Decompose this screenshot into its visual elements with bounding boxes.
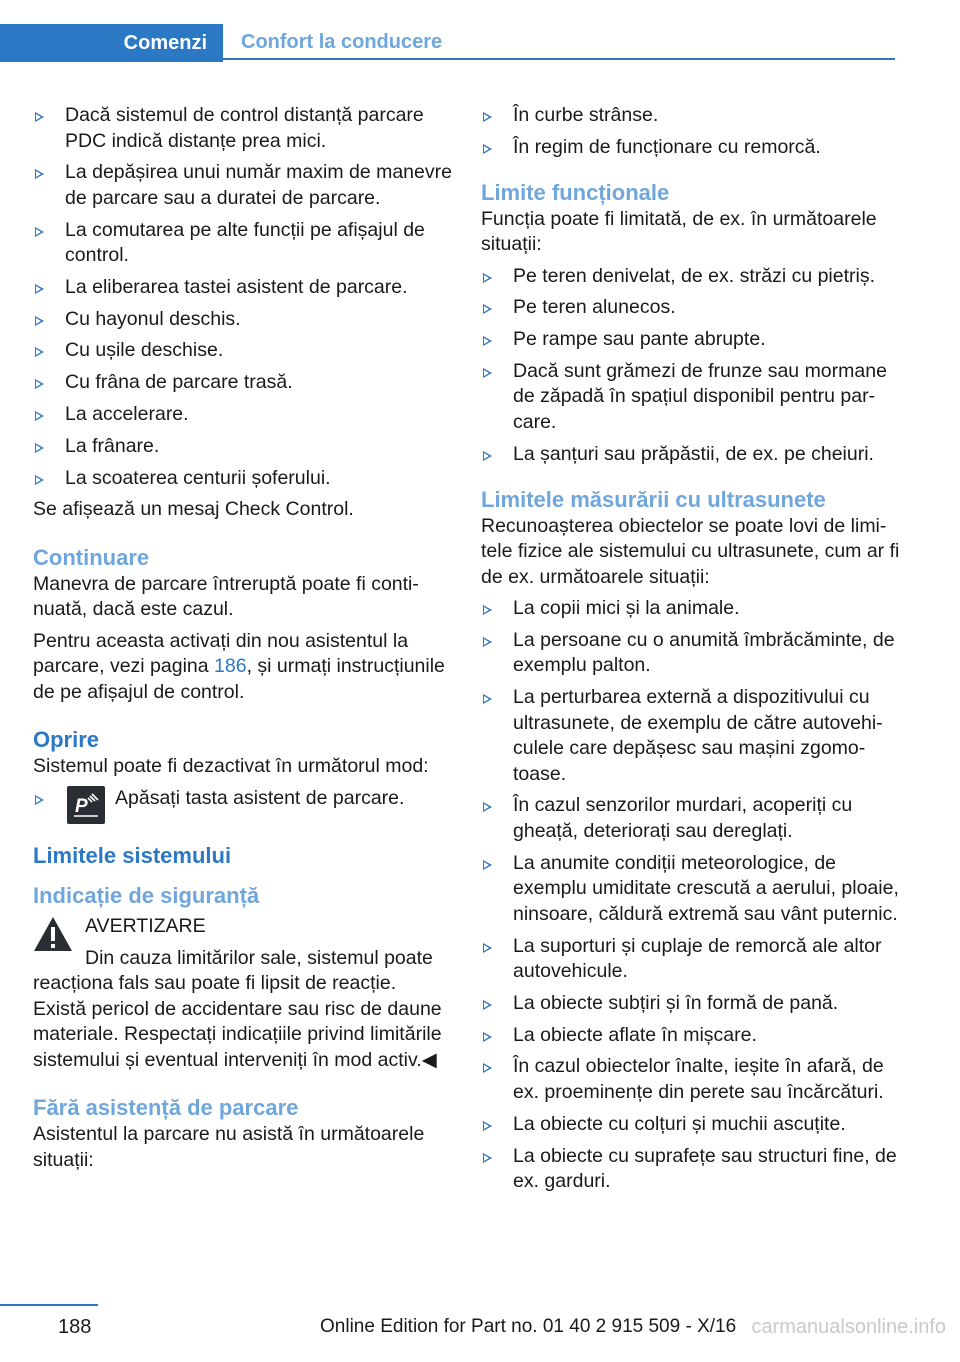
list-item-text: Cu hayonul deschis.	[65, 307, 241, 330]
ultrasunete-list	[481, 596, 901, 1194]
heading-oprire: Oprire	[33, 727, 100, 753]
list-item	[481, 135, 901, 161]
oprire-paragraph: Sistemul poate fi dezactivat în următorul mod:	[33, 755, 429, 778]
triangle-bullet-icon	[35, 379, 44, 389]
list-item-text: La anumite condiții meteorologice, de exemplu umiditate crescută a aerului, ploaie, ninsoare, căldură extremă sau vânt puternic.	[513, 851, 899, 925]
continuare-text-b: , și urmați instrucțiunile de pe afișajul de control.	[33, 655, 445, 703]
triangle-bullet-icon	[483, 637, 492, 647]
list-item-text: La frânare.	[65, 434, 160, 457]
list-item	[481, 1023, 901, 1049]
list-item-text: La depășirea unui număr maxim de manevre de parcare sau a duratei de parcare.	[65, 161, 452, 209]
triangle-bullet-icon	[483, 112, 492, 122]
triangle-bullet-icon	[483, 943, 492, 953]
triangle-bullet-icon	[483, 694, 492, 704]
list-item-text: La comutarea pe alte funcții pe afișajul de control.	[65, 218, 425, 267]
list-item-text: La șanțuri sau prăpăstii, de ex. pe cheiuri.	[513, 442, 874, 465]
check-control-note: Se afișează un mesaj Check Control.	[33, 498, 354, 521]
list-item	[481, 359, 901, 436]
list-item	[481, 793, 901, 844]
edition-note: Online Edition for Part no. 01 40 2 915 509 - X/16	[320, 1316, 737, 1337]
heading-limitele-masurarii: Limitele măsurării cu ultrasunete	[481, 486, 826, 512]
triangle-bullet-icon	[483, 605, 492, 615]
heading-fara-asistenta: Fără asistență de parcare	[33, 1095, 299, 1121]
heading-continuare: Continuare	[33, 544, 150, 570]
triangle-bullet-icon	[35, 169, 44, 179]
heading-limite-functionale: Limite funcționale	[481, 179, 670, 205]
heading-indicatie-de-siguranta: Indicație de siguranță	[33, 883, 260, 909]
footer-rule	[0, 1304, 98, 1306]
list-item	[33, 434, 453, 460]
list-item	[33, 370, 453, 396]
triangle-bullet-icon	[483, 802, 492, 812]
list-item-text: La perturbarea externă a dispozitivului cu ultrasunete, de exemplu de către autovehiculele care depășesc sau mașini zgomotoase.	[513, 686, 883, 785]
list-item	[33, 307, 453, 333]
tab-comenzi	[0, 24, 223, 62]
list-item-text: Dacă sistemul de control distanță parcare PDC indică distanțe prea mici.	[65, 104, 424, 152]
stop-conditions-list	[33, 103, 453, 491]
list-item-text: La copii mici și la animale.	[513, 597, 740, 620]
svg-text:P: P	[75, 795, 88, 817]
list-item-text: În regim de funcționare cu remorcă.	[513, 135, 821, 158]
list-item-text: La persoane cu o anumită îmbrăcăminte, de exemplu palton.	[513, 628, 895, 677]
list-item	[481, 991, 901, 1017]
continuare-paragraph-1: Manevra de parcare întreruptă poate fi continuată, dacă este cazul.	[33, 572, 419, 621]
triangle-bullet-icon	[483, 336, 492, 346]
list-item-text: În curbe strânse.	[513, 104, 659, 126]
list-item-text: Apăsați tasta asistent de parcare.	[115, 786, 405, 809]
list-item-text: Cu frâna de parcare trasă.	[65, 371, 293, 394]
list-item	[33, 160, 453, 211]
ultrasunete-paragraph: Recunoașterea obiectelor se poate lovi de limitele fizice ale sistemului cu ultrasunete, cum ar fi de ex. următoarele situații:	[481, 514, 900, 588]
right-column	[481, 103, 901, 1201]
continuare-paragraph-2	[33, 629, 453, 706]
list-item	[481, 103, 901, 129]
page-reference-link[interactable]: 186	[214, 655, 247, 678]
list-item-text: În cazul senzorilor murdari, acoperiți cu gheață, deteriorați sau dereglați.	[513, 794, 853, 842]
list-item	[481, 327, 901, 353]
list-item	[33, 338, 453, 364]
list-item	[481, 851, 901, 928]
triangle-bullet-icon	[483, 1153, 492, 1163]
list-item-text: Pe teren denivelat, de ex. străzi cu pietriș.	[513, 264, 876, 287]
list-item-text: În cazul obiectelor înalte, ieșite în afară, de ex. proeminențe din perete sau încărcături.	[513, 1055, 884, 1103]
page-number: 188	[58, 1316, 92, 1338]
list-item	[481, 1054, 901, 1105]
warning-block	[33, 914, 453, 1073]
triangle-bullet-icon	[483, 1121, 492, 1131]
list-item-text: La accelerare.	[65, 403, 189, 426]
list-item	[481, 442, 901, 468]
triangle-bullet-icon	[483, 144, 492, 154]
list-item-text: Dacă sunt grămezi de frunze sau mormane de zăpadă în spațiul disponibil pentru parcare.	[513, 359, 887, 433]
list-item-text: La scoaterea centurii șoferului.	[65, 466, 331, 489]
triangle-bullet-icon	[35, 227, 44, 237]
continuare-text-a: Pentru aceasta activați din nou asistentul la parcare, vezi pagina	[33, 629, 409, 678]
list-item	[481, 596, 901, 622]
fara-paragraph: Asistentul la parcare nu asistă în următoarele situații:	[33, 1123, 425, 1171]
heading-limitele-sistemului: Limitele sistemului	[33, 843, 232, 869]
triangle-bullet-icon	[483, 1032, 492, 1042]
triangle-bullet-icon	[35, 347, 44, 357]
list-item	[481, 1112, 901, 1138]
left-column	[33, 103, 453, 1179]
triangle-bullet-icon	[35, 443, 44, 453]
warning-triangle-icon	[33, 916, 73, 952]
list-item	[481, 628, 901, 679]
triangle-bullet-icon	[483, 368, 492, 378]
triangle-bullet-icon	[35, 411, 44, 421]
list-item	[481, 295, 901, 321]
limite-functionale-paragraph: Funcția poate fi limitată, de ex. în următoarele situații:	[481, 207, 877, 256]
triangle-bullet-icon	[483, 1000, 492, 1010]
triangle-bullet-icon	[483, 1063, 492, 1073]
list-item	[33, 402, 453, 428]
tab-confort-la-conducere: Confort la conducere	[241, 31, 443, 53]
oprire-list	[33, 786, 453, 824]
warning-text-first-line: Din cauza limitărilor sale, sistemul poate	[85, 946, 433, 969]
warning-text: reacționa fals sau poate fi lipsit de reacție. Există pericol de accidentare sau risc de daune materiale. Respectați indicațiile privind limitările sistemului și eventual interveniți în mod activ.◀	[33, 972, 442, 1071]
triangle-bullet-icon	[35, 112, 44, 122]
list-item-text: La obiecte cu colțuri și muchii ascuțite.	[513, 1112, 846, 1135]
triangle-bullet-icon	[35, 284, 44, 294]
list-item-text: La obiecte subțiri și în formă de pană.	[513, 991, 839, 1014]
header-rule	[223, 58, 895, 60]
list-item	[481, 685, 901, 787]
parking-assistant-button-icon	[67, 786, 105, 824]
list-item-text: La obiecte aflate în mișcare.	[513, 1023, 757, 1046]
list-item-text: La suporturi și cuplaje de remorcă ale altor autovehicule.	[513, 934, 882, 983]
triangle-bullet-icon	[483, 860, 492, 870]
list-item	[33, 275, 453, 301]
list-item	[33, 466, 453, 492]
no-assist-list	[481, 103, 901, 160]
watermark: carmanualsonline.info	[751, 1316, 946, 1338]
list-item	[33, 103, 453, 154]
limite-functionale-list	[481, 264, 901, 468]
triangle-bullet-icon	[35, 475, 44, 485]
list-item	[33, 786, 453, 824]
tab-comenzi-label: Comenzi	[123, 31, 207, 54]
list-item-text: Cu ușile deschise.	[65, 339, 224, 362]
triangle-bullet-icon	[483, 273, 492, 283]
triangle-bullet-icon	[483, 451, 492, 461]
page-header	[0, 24, 895, 60]
list-item-text: Pe teren alunecos.	[513, 296, 676, 319]
list-item-text: La eliberarea tastei asistent de parcare.	[65, 275, 408, 298]
list-item-text: Pe rampe sau pante abrupte.	[513, 328, 766, 351]
triangle-bullet-icon	[483, 304, 492, 314]
warning-title: AVERTIZARE	[85, 915, 206, 938]
list-item	[481, 934, 901, 985]
list-item	[33, 218, 453, 269]
list-item-text: La obiecte cu suprafețe sau structuri fine, de ex. garduri.	[513, 1144, 897, 1193]
triangle-bullet-icon	[35, 795, 44, 805]
triangle-bullet-icon	[35, 316, 44, 326]
list-item	[481, 1144, 901, 1195]
list-item	[481, 264, 901, 290]
